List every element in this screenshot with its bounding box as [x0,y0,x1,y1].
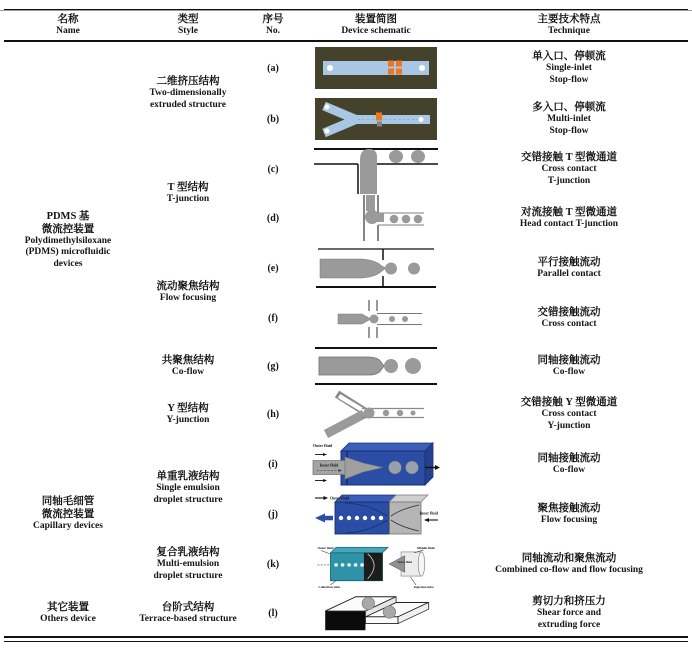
cell-line: Co-flow [552,464,586,475]
cell-line: 单入口、停顿流 [532,51,606,62]
cell-line: Terrace-based structure [139,613,237,624]
technique-cell [450,538,688,590]
group-name-capillary [4,438,132,590]
caption-remnant-line [0,10,692,11]
table-bottom-rule [4,636,688,638]
schematic-cell [302,590,450,636]
cell-line: Capillary devices [33,521,103,532]
parallel-contact-flow-focus-schematic [312,247,440,289]
technique-cell [450,144,688,194]
technique-cell [450,342,688,390]
schematic-cell [302,194,450,242]
cell-line: Polydimethylsiloxane [24,235,112,246]
cell-line: T-junction [547,175,591,186]
header-no-zh: 序号 [262,14,284,26]
y-junction-schematic [312,390,440,438]
cell-line: Y-junction [547,420,591,431]
cell-line: Y-junction [166,414,210,425]
cell-line: T-junction [166,193,210,204]
inner-fluid-label: Inner fluid [319,462,339,468]
header-row [4,10,688,41]
row-no-e: (e) [267,262,279,274]
schematic-cell [302,41,450,94]
header-style-zh: 类型 [177,14,199,26]
cell-line: Two-dimensionally [149,88,227,98]
cell-line: 台阶式结构 [161,601,215,613]
capillary-multi-emulsion-schematic [311,538,441,590]
injection-tube-label: Injection tube [413,585,434,590]
header-technique-en: Technique [548,26,590,37]
outer-fluid-label: Outer fluid [313,443,333,448]
technique-cell [450,590,688,636]
cell-line: devices [53,258,83,269]
style-terrace [132,590,244,636]
technique-cell [450,390,688,438]
cell-line: Single emulsion [156,483,220,493]
cell-line: Cross contact [541,164,597,174]
cell-line: 共聚焦结构 [161,354,215,366]
collection-tube-label: Collection tube [318,585,340,590]
technique-cell [450,438,688,490]
technique-cell [450,490,688,538]
header-name-zh: 名称 [57,14,79,26]
row-no-h: (h) [266,408,280,420]
cell-line: (PDMS) microfluidic [25,247,111,258]
cell-line: 同轴接触流动 [537,452,601,464]
style-single-emulsion [132,438,244,538]
header-no [244,10,302,41]
head-contact-t-junction-schematic [312,195,440,241]
row-no-i: (i) [268,458,278,470]
style-co-flow [132,342,244,390]
capillary-co-flow-schematic [311,439,441,489]
schematic-cell [302,94,450,144]
schematic-cell [302,490,450,538]
style-2d-extruded [132,41,244,144]
cell-line: extruded structure [149,99,227,110]
cell-line: Stop-flow [549,74,589,85]
header-schematic [302,10,450,41]
schematic-cell [302,342,450,390]
schematic-cell [302,294,450,342]
cell-line: Shear force and [536,608,602,618]
schematic-cell [302,390,450,438]
cell-line: Co-flow [552,366,586,377]
single-inlet-chip-schematic [314,46,438,90]
header-name [4,10,132,41]
cell-line: 同轴接触流动 [537,354,601,366]
schematic-cell [302,438,450,490]
cell-line: 交错接触流动 [537,306,601,318]
table-row [4,590,688,636]
terrace-structure-schematic [311,590,441,636]
cell-line: T 型结构 [167,181,209,193]
row-no-a: (a) [267,62,279,74]
cell-line: Combined co-flow and flow focusing [495,564,643,575]
cell-line: Single-inlet [546,63,592,73]
cell-line: Multi-inlet [547,114,591,124]
header-style-en: Style [177,26,199,37]
header-style [132,10,244,41]
row-no-l: (l) [268,607,278,619]
cell-line: 交错接触 Y 型微通道 [520,397,618,408]
cell-line: extruding force [537,619,601,630]
cell-line: Others device [40,613,96,624]
technique-cell [450,94,688,144]
multi-inlet-chip-schematic [314,97,438,141]
style-flow-focusing [132,242,244,342]
cell-line: Flow focusing [159,292,217,303]
cell-line: Y 型结构 [167,402,209,414]
technique-cell [450,294,688,342]
cell-line: 复合乳液结构 [156,547,220,558]
cell-line: Head contact T-junction [519,218,619,229]
cell-line: PDMS 基 [46,210,90,222]
table-row [4,438,688,490]
table-row [4,41,688,94]
cell-line: Cross contact [541,318,597,329]
row-no-c: (c) [267,163,279,175]
schematic-cell [302,242,450,294]
style-y-junction [132,390,244,438]
cell-line: 单重乳液结构 [156,471,220,482]
row-no-j: (j) [268,508,278,520]
cell-line: 交错接触 T 型微通道 [520,152,618,163]
cell-line: Multi-emulsion [156,559,220,569]
cell-line: 聚焦接触流动 [537,502,601,514]
cell-line: 平行接触流动 [537,256,601,268]
cell-line: 多入口、停顿流 [532,102,606,113]
cell-line: Flow focusing [540,514,598,525]
header-schematic-en: Device schematic [341,26,411,37]
cell-line: 剪切力和挤压力 [532,596,606,607]
header-technique-zh: 主要技术特点 [537,14,601,26]
cell-line: Stop-flow [549,125,589,136]
cross-contact-t-junction-schematic [312,144,440,194]
co-flow-schematic [312,345,440,387]
outer-fluid-label: Outer fluid [317,546,334,551]
schematic-cell [302,538,450,590]
capillary-flow-focusing-schematic [311,490,441,538]
cell-line: 同轴毛细管 [41,496,95,508]
technique-cell [450,242,688,294]
cell-line: 同轴流动和聚焦流动 [521,552,617,564]
header-schematic-zh: 装置简图 [355,14,397,26]
cell-line: 流动聚焦结构 [156,280,220,292]
cell-line: 二维挤压结构 [156,76,220,87]
header-name-en: Name [56,26,80,37]
cell-line: droplet structure [153,570,223,581]
row-no-f: (f) [268,312,278,324]
cross-contact-flow-focus-schematic [312,294,440,342]
technique-cell [450,194,688,242]
group-name-others [4,590,132,636]
header-no-en: No. [266,26,280,37]
cell-line: droplet structure [153,494,223,505]
style-multi-emulsion [132,538,244,590]
cell-line: 其它装置 [47,601,89,613]
group-name-pdms [4,41,132,438]
table-bottom-rule-thin [4,641,688,642]
cell-line: Parallel contact [537,268,601,279]
schematic-cell [302,144,450,194]
header-technique [450,10,688,41]
outer-fluid-label: Outer fluid [330,495,350,501]
cell-line: 微流控装置 [41,223,95,235]
row-no-k: (k) [266,558,280,570]
technique-cell [450,41,688,94]
row-no-d: (d) [266,212,280,224]
middle-fluid-label: Middle fluid [416,546,435,551]
style-t-junction [132,144,244,242]
cell-line: 微流控装置 [41,509,95,521]
cell-line: 对流接触 T 型微通道 [520,206,618,218]
inner-fluid-label: Inner fluid [419,510,438,516]
row-no-g: (g) [267,360,279,372]
row-no-b: (b) [266,113,280,125]
inner-fluid-label: Inner fluid [397,560,413,565]
cell-line: Cross contact [541,409,597,419]
device-types-table [4,9,688,636]
cell-line: Co-flow [171,366,205,377]
